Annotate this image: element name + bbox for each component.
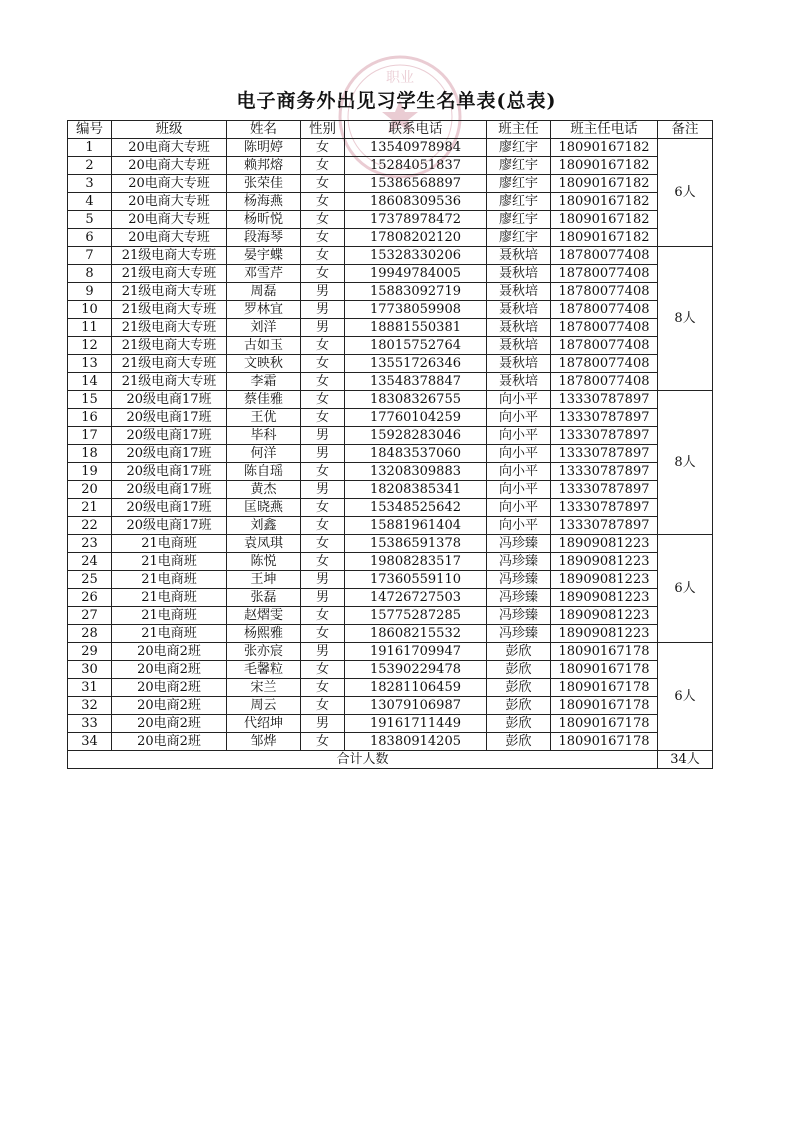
teacher-cell: 向小平	[487, 427, 551, 445]
class-cell: 21级电商大专班	[112, 373, 227, 391]
table-row	[68, 265, 713, 283]
teacher-cell: 廖红宇	[487, 193, 551, 211]
table-row	[68, 607, 713, 625]
table-row	[68, 733, 713, 751]
gender-cell: 男	[301, 571, 345, 589]
row-number: 16	[68, 409, 112, 427]
teacher-cell: 冯珍臻	[487, 535, 551, 553]
phone-cell: 13540978984	[345, 139, 487, 157]
gender-cell: 男	[301, 427, 345, 445]
teacher-cell: 聂秋培	[487, 373, 551, 391]
name-cell: 陈悦	[227, 553, 301, 571]
group-count-note: 8人	[658, 247, 713, 391]
teacher-phone-cell: 13330787897	[551, 499, 658, 517]
class-cell: 21级电商大专班	[112, 337, 227, 355]
row-number: 33	[68, 715, 112, 733]
name-cell: 杨昕悦	[227, 211, 301, 229]
phone-cell: 18308326755	[345, 391, 487, 409]
gender-cell: 女	[301, 697, 345, 715]
name-cell: 张亦宸	[227, 643, 301, 661]
group-count-note: 6人	[658, 643, 713, 751]
teacher-cell: 廖红宇	[487, 157, 551, 175]
teacher-phone-cell: 18090167178	[551, 697, 658, 715]
phone-cell: 18015752764	[345, 337, 487, 355]
class-cell: 20电商2班	[112, 715, 227, 733]
class-cell: 20级电商17班	[112, 409, 227, 427]
phone-cell: 15348525642	[345, 499, 487, 517]
teacher-cell: 彭欣	[487, 679, 551, 697]
table-row	[68, 463, 713, 481]
teacher-phone-cell: 18090167178	[551, 733, 658, 751]
class-cell: 20电商2班	[112, 697, 227, 715]
phone-cell: 17378978472	[345, 211, 487, 229]
row-number: 23	[68, 535, 112, 553]
teacher-phone-cell: 18090167182	[551, 175, 658, 193]
group-count-note: 8人	[658, 391, 713, 535]
class-cell: 20电商大专班	[112, 211, 227, 229]
table-row	[68, 625, 713, 643]
table-row	[68, 643, 713, 661]
name-cell: 张荣佳	[227, 175, 301, 193]
gender-cell: 女	[301, 211, 345, 229]
teacher-phone-cell: 13330787897	[551, 517, 658, 535]
teacher-phone-cell: 13330787897	[551, 427, 658, 445]
row-number: 15	[68, 391, 112, 409]
phone-cell: 18380914205	[345, 733, 487, 751]
teacher-phone-cell: 18780077408	[551, 247, 658, 265]
table-row	[68, 193, 713, 211]
gender-cell: 女	[301, 175, 345, 193]
table-row	[68, 301, 713, 319]
class-cell: 21级电商大专班	[112, 265, 227, 283]
phone-cell: 18608309536	[345, 193, 487, 211]
name-cell: 王优	[227, 409, 301, 427]
student-roster-table	[67, 120, 713, 769]
phone-cell: 18208385341	[345, 481, 487, 499]
name-cell: 袁凤琪	[227, 535, 301, 553]
class-cell: 20电商大专班	[112, 229, 227, 247]
name-cell: 陈明婷	[227, 139, 301, 157]
gender-cell: 女	[301, 625, 345, 643]
class-cell: 21级电商大专班	[112, 247, 227, 265]
name-cell: 文映秋	[227, 355, 301, 373]
teacher-cell: 向小平	[487, 481, 551, 499]
teacher-phone-cell: 18090167182	[551, 229, 658, 247]
total-row	[68, 751, 713, 769]
teacher-cell: 廖红宇	[487, 139, 551, 157]
table-header-row	[68, 121, 713, 139]
phone-cell: 15775287285	[345, 607, 487, 625]
name-cell: 古如玉	[227, 337, 301, 355]
name-cell: 蔡佳雅	[227, 391, 301, 409]
teacher-phone-cell: 18909081223	[551, 571, 658, 589]
teacher-phone-cell: 18090167178	[551, 679, 658, 697]
name-cell: 杨海燕	[227, 193, 301, 211]
teacher-phone-cell: 18090167182	[551, 211, 658, 229]
name-cell: 何洋	[227, 445, 301, 463]
class-cell: 20级电商17班	[112, 499, 227, 517]
seal-text: 职业	[386, 70, 414, 86]
class-cell: 21电商班	[112, 589, 227, 607]
phone-cell: 15881961404	[345, 517, 487, 535]
table-row	[68, 211, 713, 229]
header-cell: 备注	[658, 121, 713, 139]
gender-cell: 男	[301, 643, 345, 661]
table-row	[68, 445, 713, 463]
name-cell: 刘鑫	[227, 517, 301, 535]
teacher-phone-cell: 18090167182	[551, 139, 658, 157]
class-cell: 21电商班	[112, 625, 227, 643]
header-cell: 编号	[68, 121, 112, 139]
gender-cell: 女	[301, 193, 345, 211]
class-cell: 20级电商17班	[112, 481, 227, 499]
total-value: 34人	[658, 751, 713, 769]
phone-cell: 18881550381	[345, 319, 487, 337]
row-number: 34	[68, 733, 112, 751]
header-cell: 班主任	[487, 121, 551, 139]
page-title: 电子商务外出见习学生名单表(总表)	[236, 90, 557, 112]
name-cell: 赖邦熔	[227, 157, 301, 175]
gender-cell: 男	[301, 481, 345, 499]
class-cell: 20电商2班	[112, 733, 227, 751]
class-cell: 20电商2班	[112, 661, 227, 679]
teacher-cell: 冯珍臻	[487, 607, 551, 625]
teacher-phone-cell: 18090167182	[551, 157, 658, 175]
class-cell: 21电商班	[112, 535, 227, 553]
teacher-cell: 聂秋培	[487, 265, 551, 283]
gender-cell: 女	[301, 553, 345, 571]
teacher-phone-cell: 18780077408	[551, 265, 658, 283]
gender-cell: 女	[301, 679, 345, 697]
teacher-cell: 彭欣	[487, 733, 551, 751]
gender-cell: 男	[301, 301, 345, 319]
table-row	[68, 571, 713, 589]
name-cell: 赵熠雯	[227, 607, 301, 625]
gender-cell: 女	[301, 535, 345, 553]
phone-cell: 17738059908	[345, 301, 487, 319]
row-number: 21	[68, 499, 112, 517]
phone-cell: 18483537060	[345, 445, 487, 463]
class-cell: 21电商班	[112, 571, 227, 589]
name-cell: 匡晓燕	[227, 499, 301, 517]
gender-cell: 女	[301, 373, 345, 391]
name-cell: 邹烨	[227, 733, 301, 751]
name-cell: 晏宇蝶	[227, 247, 301, 265]
row-number: 31	[68, 679, 112, 697]
name-cell: 刘洋	[227, 319, 301, 337]
gender-cell: 女	[301, 229, 345, 247]
teacher-cell: 廖红宇	[487, 229, 551, 247]
phone-cell: 15284051837	[345, 157, 487, 175]
class-cell: 20电商大专班	[112, 193, 227, 211]
gender-cell: 男	[301, 715, 345, 733]
name-cell: 段海琴	[227, 229, 301, 247]
gender-cell: 女	[301, 409, 345, 427]
table-row	[68, 139, 713, 157]
header-cell: 性别	[301, 121, 345, 139]
row-number: 28	[68, 625, 112, 643]
teacher-phone-cell: 18090167178	[551, 643, 658, 661]
table-row	[68, 409, 713, 427]
phone-cell: 15883092719	[345, 283, 487, 301]
teacher-cell: 冯珍臻	[487, 625, 551, 643]
table-row	[68, 553, 713, 571]
teacher-cell: 冯珍臻	[487, 589, 551, 607]
row-number: 7	[68, 247, 112, 265]
teacher-cell: 聂秋培	[487, 337, 551, 355]
row-number: 17	[68, 427, 112, 445]
name-cell: 周云	[227, 697, 301, 715]
teacher-cell: 彭欣	[487, 661, 551, 679]
teacher-phone-cell: 18090167178	[551, 661, 658, 679]
teacher-cell: 向小平	[487, 517, 551, 535]
row-number: 30	[68, 661, 112, 679]
teacher-cell: 冯珍臻	[487, 571, 551, 589]
name-cell: 代绍坤	[227, 715, 301, 733]
header-cell: 班级	[112, 121, 227, 139]
gender-cell: 女	[301, 733, 345, 751]
row-number: 26	[68, 589, 112, 607]
teacher-phone-cell: 18780077408	[551, 337, 658, 355]
name-cell: 毕科	[227, 427, 301, 445]
header-cell: 姓名	[227, 121, 301, 139]
table-body	[68, 139, 713, 751]
teacher-cell: 向小平	[487, 445, 551, 463]
teacher-cell: 聂秋培	[487, 355, 551, 373]
row-number: 11	[68, 319, 112, 337]
table-row	[68, 481, 713, 499]
teacher-cell: 向小平	[487, 409, 551, 427]
gender-cell: 女	[301, 517, 345, 535]
teacher-phone-cell: 18780077408	[551, 283, 658, 301]
row-number: 29	[68, 643, 112, 661]
phone-cell: 15328330206	[345, 247, 487, 265]
row-number: 20	[68, 481, 112, 499]
teacher-phone-cell: 18780077408	[551, 301, 658, 319]
name-cell: 毛馨粒	[227, 661, 301, 679]
gender-cell: 男	[301, 445, 345, 463]
class-cell: 20级电商17班	[112, 517, 227, 535]
teacher-cell: 聂秋培	[487, 301, 551, 319]
gender-cell: 男	[301, 319, 345, 337]
teacher-phone-cell: 18090167182	[551, 193, 658, 211]
phone-cell: 19161709947	[345, 643, 487, 661]
header-cell: 班主任电话	[551, 121, 658, 139]
teacher-cell: 向小平	[487, 499, 551, 517]
phone-cell: 15390229478	[345, 661, 487, 679]
table-row	[68, 175, 713, 193]
teacher-cell: 彭欣	[487, 715, 551, 733]
class-cell: 20电商2班	[112, 679, 227, 697]
row-number: 22	[68, 517, 112, 535]
table-row	[68, 499, 713, 517]
row-number: 1	[68, 139, 112, 157]
teacher-phone-cell: 18909081223	[551, 553, 658, 571]
row-number: 2	[68, 157, 112, 175]
name-cell: 罗林宜	[227, 301, 301, 319]
table-row	[68, 661, 713, 679]
teacher-cell: 冯珍臻	[487, 553, 551, 571]
class-cell: 20级电商17班	[112, 445, 227, 463]
teacher-cell: 彭欣	[487, 697, 551, 715]
teacher-phone-cell: 13330787897	[551, 463, 658, 481]
table-row	[68, 157, 713, 175]
gender-cell: 女	[301, 391, 345, 409]
table-row	[68, 427, 713, 445]
class-cell: 20电商大专班	[112, 175, 227, 193]
phone-cell: 13548378847	[345, 373, 487, 391]
class-cell: 20级电商17班	[112, 391, 227, 409]
teacher-cell: 彭欣	[487, 643, 551, 661]
gender-cell: 女	[301, 157, 345, 175]
teacher-cell: 向小平	[487, 391, 551, 409]
phone-cell: 15928283046	[345, 427, 487, 445]
table-row	[68, 535, 713, 553]
teacher-cell: 向小平	[487, 463, 551, 481]
teacher-cell: 聂秋培	[487, 283, 551, 301]
teacher-phone-cell: 18909081223	[551, 589, 658, 607]
teacher-phone-cell: 18780077408	[551, 373, 658, 391]
gender-cell: 男	[301, 283, 345, 301]
name-cell: 杨熙雅	[227, 625, 301, 643]
class-cell: 20级电商17班	[112, 463, 227, 481]
name-cell: 李霜	[227, 373, 301, 391]
table-row	[68, 247, 713, 265]
phone-cell: 13208309883	[345, 463, 487, 481]
name-cell: 宋兰	[227, 679, 301, 697]
phone-cell: 15386568897	[345, 175, 487, 193]
gender-cell: 女	[301, 499, 345, 517]
teacher-phone-cell: 18909081223	[551, 535, 658, 553]
class-cell: 20电商大专班	[112, 157, 227, 175]
teacher-phone-cell: 18909081223	[551, 625, 658, 643]
teacher-cell: 廖红宇	[487, 211, 551, 229]
phone-cell: 14726727503	[345, 589, 487, 607]
gender-cell: 女	[301, 139, 345, 157]
phone-cell: 19161711449	[345, 715, 487, 733]
row-number: 32	[68, 697, 112, 715]
teacher-phone-cell: 18780077408	[551, 319, 658, 337]
row-number: 4	[68, 193, 112, 211]
class-cell: 21级电商大专班	[112, 283, 227, 301]
phone-cell: 15386591378	[345, 535, 487, 553]
row-number: 9	[68, 283, 112, 301]
table-row	[68, 679, 713, 697]
table-row	[68, 229, 713, 247]
class-cell: 21级电商大专班	[112, 355, 227, 373]
row-number: 18	[68, 445, 112, 463]
row-number: 25	[68, 571, 112, 589]
teacher-phone-cell: 13330787897	[551, 445, 658, 463]
class-cell: 21级电商大专班	[112, 301, 227, 319]
class-cell: 20电商2班	[112, 643, 227, 661]
table-row	[68, 337, 713, 355]
group-count-note: 6人	[658, 535, 713, 643]
table-row	[68, 589, 713, 607]
row-number: 12	[68, 337, 112, 355]
phone-cell: 18281106459	[345, 679, 487, 697]
phone-cell: 17808202120	[345, 229, 487, 247]
phone-cell: 18608215532	[345, 625, 487, 643]
row-number: 10	[68, 301, 112, 319]
name-cell: 黄杰	[227, 481, 301, 499]
gender-cell: 女	[301, 463, 345, 481]
phone-cell: 13551726346	[345, 355, 487, 373]
table-row	[68, 319, 713, 337]
phone-cell: 17760104259	[345, 409, 487, 427]
table-row	[68, 373, 713, 391]
table-row	[68, 697, 713, 715]
phone-cell: 13079106987	[345, 697, 487, 715]
table-row	[68, 517, 713, 535]
row-number: 3	[68, 175, 112, 193]
group-count-note: 6人	[658, 139, 713, 247]
teacher-phone-cell: 13330787897	[551, 481, 658, 499]
row-number: 6	[68, 229, 112, 247]
gender-cell: 女	[301, 607, 345, 625]
row-number: 5	[68, 211, 112, 229]
table-row	[68, 355, 713, 373]
class-cell: 20级电商17班	[112, 427, 227, 445]
row-number: 27	[68, 607, 112, 625]
header-cell: 联系电话	[345, 121, 487, 139]
total-label: 合计人数	[68, 751, 658, 769]
gender-cell: 女	[301, 265, 345, 283]
table-row	[68, 283, 713, 301]
teacher-phone-cell: 18909081223	[551, 607, 658, 625]
row-number: 19	[68, 463, 112, 481]
teacher-cell: 廖红宇	[487, 175, 551, 193]
table-row	[68, 391, 713, 409]
phone-cell: 17360559110	[345, 571, 487, 589]
teacher-phone-cell: 18780077408	[551, 355, 658, 373]
row-number: 24	[68, 553, 112, 571]
teacher-cell: 聂秋培	[487, 319, 551, 337]
class-cell: 21电商班	[112, 607, 227, 625]
phone-cell: 19808283517	[345, 553, 487, 571]
name-cell: 邓雪芹	[227, 265, 301, 283]
teacher-phone-cell: 18090167178	[551, 715, 658, 733]
gender-cell: 男	[301, 589, 345, 607]
teacher-phone-cell: 13330787897	[551, 409, 658, 427]
teacher-phone-cell: 13330787897	[551, 391, 658, 409]
name-cell: 陈自瑶	[227, 463, 301, 481]
gender-cell: 女	[301, 355, 345, 373]
row-number: 14	[68, 373, 112, 391]
phone-cell: 19949784005	[345, 265, 487, 283]
gender-cell: 女	[301, 337, 345, 355]
class-cell: 21电商班	[112, 553, 227, 571]
name-cell: 周磊	[227, 283, 301, 301]
class-cell: 21级电商大专班	[112, 319, 227, 337]
name-cell: 张磊	[227, 589, 301, 607]
teacher-cell: 聂秋培	[487, 247, 551, 265]
gender-cell: 女	[301, 247, 345, 265]
class-cell: 20电商大专班	[112, 139, 227, 157]
row-number: 8	[68, 265, 112, 283]
row-number: 13	[68, 355, 112, 373]
table-row	[68, 715, 713, 733]
gender-cell: 女	[301, 661, 345, 679]
name-cell: 王坤	[227, 571, 301, 589]
